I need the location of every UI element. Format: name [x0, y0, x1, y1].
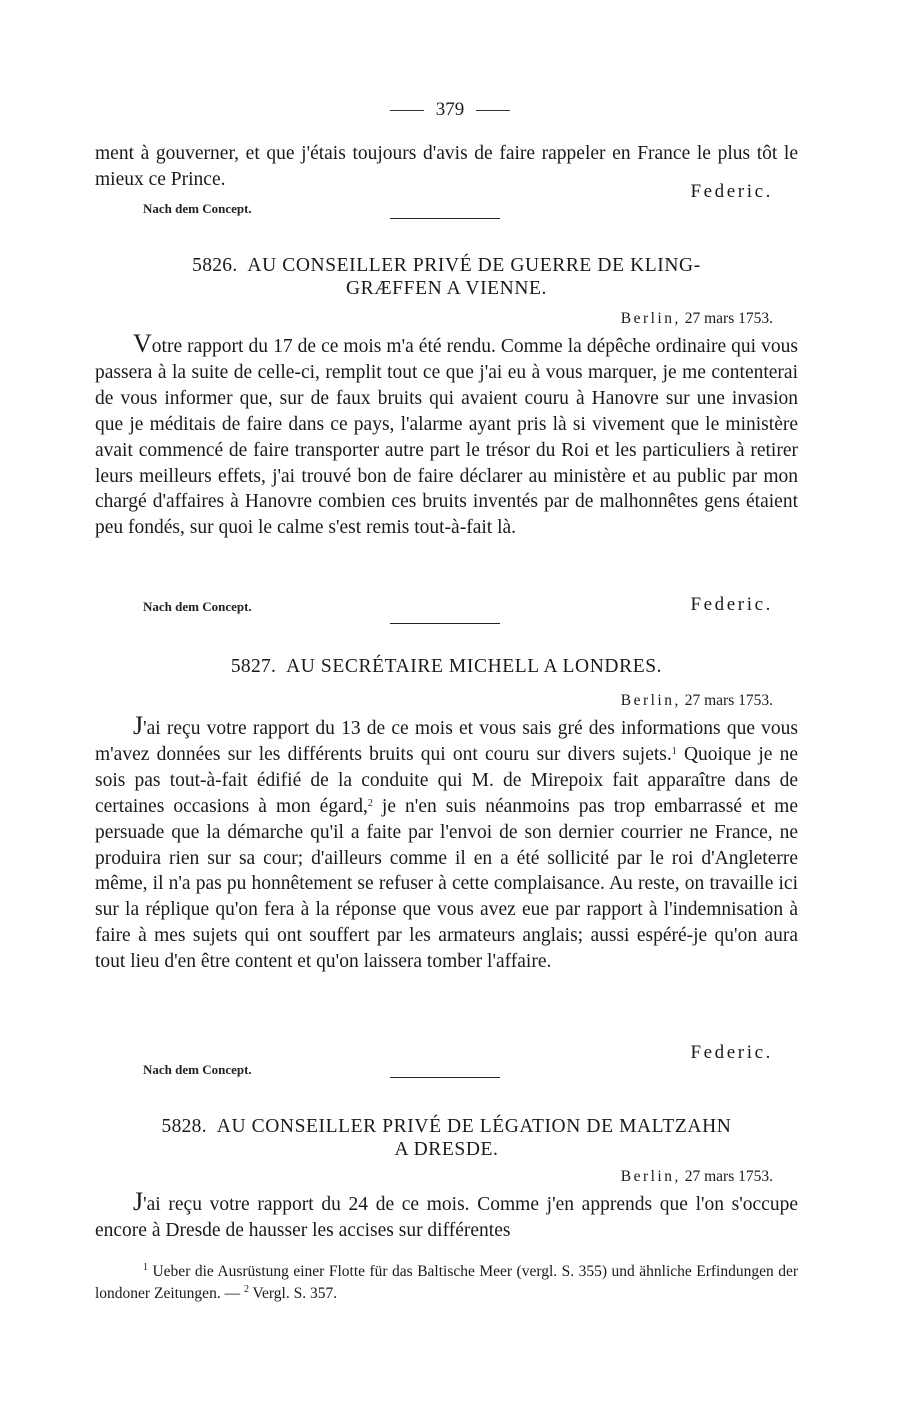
letter-heading-line: GRÆFFEN A VIENNE. — [345, 278, 548, 299]
letter-5827-body: J'ai reçu votre rapport du 13 de ce mois et vous sais gré des informations que vous m'avez données sur les différents bruits qui ont couru sur divers sujets.$^1$ Quoique je ne sois pas tout-à-fait édifié de la conduite qui M. de Mirepoix fait apparaître dans de certaines occasions à mon égard,$^2$ je n'en suis néanmoins pas trop embarrassé et me persuade que la démarche qu'il a faite par l'envoi de son dernier courrier ne France, ne produira rien sur sa cour; d'ailleurs comme il en a été sollicité par le roi d'Angleterre même, il n'a pas pu honnêtement se refuser à cette complaisance. Au reste, on travaille ici sur la réplique qu'on fera à la réponse que vous avez eue par rapport à l'indemnisation à faire à mes sujets qui ont souffert par les armateurs anglais; aussi espéré-je qu'on aura tout lieu d'en être content et qu'on laissera tomber l'affaire. — [95, 711, 798, 973]
letter-5828-heading — [95, 1115, 798, 1161]
letter-text: 'ai reçu votre rapport du 24 de ce mois. Comme j'en apprends que l'on s'occupe encore à Dresde de hausser les accises sur différentes — [95, 1194, 798, 1241]
separator-rule — [390, 623, 500, 624]
page-number: 379 — [435, 99, 465, 120]
letter-heading-line: A DRESDE. — [394, 1139, 499, 1160]
letter-5826-heading — [95, 254, 798, 300]
footnote-mark: 1 — [671, 745, 677, 757]
letter-5826-date: Berlin, 27 mars 1753. — [620, 310, 773, 327]
footnote-mark: 2 — [243, 1284, 249, 1295]
header-dash-right — [476, 110, 510, 111]
initial-letter: V — [133, 329, 152, 358]
letter-5827-date: Berlin, 27 mars 1753. — [620, 692, 773, 709]
footnote-text: Vergl. S. 357. — [248, 1285, 338, 1302]
footnote-text: Ueber die Ausrüstung einer Flotte für das Baltische Meer (vergl. S. 355) und ähnliche Erfindungen der londoner Zeitungen. — — [95, 1263, 798, 1302]
letter-number: 5826. — [192, 255, 238, 276]
letter-5827-heading — [95, 655, 798, 678]
letter-number: 5827. — [230, 656, 277, 677]
continuation-text: ment à gouverner, et que j'étais toujours d'avis de faire rappeler en France le plus tôt le mieux ce Prince. — [95, 143, 798, 190]
letter-5826-signature: Federic. — [690, 594, 773, 615]
initial-letter: J — [133, 711, 144, 740]
letter-heading-line: AU CONSEILLER PRIVÉ DE LÉGATION DE MALTZAHN — [216, 1116, 732, 1137]
letter-5827-signature: Federic. — [690, 1042, 773, 1063]
letter-5827-source-note: Nach dem Concept. — [143, 1062, 252, 1077]
letter-number: 5828. — [161, 1116, 207, 1137]
separator-rule — [390, 218, 500, 219]
page-header — [0, 96, 900, 124]
footnote-mark: 1 — [143, 1262, 148, 1273]
continuation-signature: Federic. — [690, 181, 773, 202]
header-dash-left — [390, 110, 424, 111]
letter-5826-body — [95, 329, 798, 541]
footnotes — [95, 1261, 798, 1305]
letter-5828-body — [95, 1187, 798, 1244]
separator-rule — [390, 1077, 500, 1078]
letter-heading-line: AU SECRÉTAIRE MICHELL A LONDRES. — [286, 656, 663, 677]
letter-text: otre rapport du 17 de ce mois m'a été rendu. Comme la dépêche ordinaire qui vous passera à la suite de celle-ci, remplit tout ce que j'ai eu à vous marquer, je me contenterai de vous informer que, sur de faux bruits qui avaient couru à Hanovre sur une invasion que je méditais de faire dans ce pays, l'alarme ayant pris là si vivement que le ministère avait commencé de faire transporter autre part le trésor du Roi et les particuliers à retirer leurs meilleurs effets, j'ai trouvé bon de faire déclarer au ministère et au public par mon chargé d'affaires à Hanovre combien ces bruits inventés par de malhonnêtes gens étaient peu fondés, sur quoi le calme s'est remis tout-à-fait là. — [95, 336, 798, 539]
letter-5826-source-note: Nach dem Concept. — [143, 599, 252, 614]
initial-letter: J — [133, 1187, 144, 1216]
letter-heading-line: AU CONSEILLER PRIVÉ DE GUERRE DE KLING- — [247, 255, 701, 276]
continuation-source-note: Nach dem Concept. — [143, 201, 252, 216]
footnote-mark: 2 — [367, 797, 373, 809]
letter-5828-date: Berlin, 27 mars 1753. — [620, 1168, 773, 1185]
